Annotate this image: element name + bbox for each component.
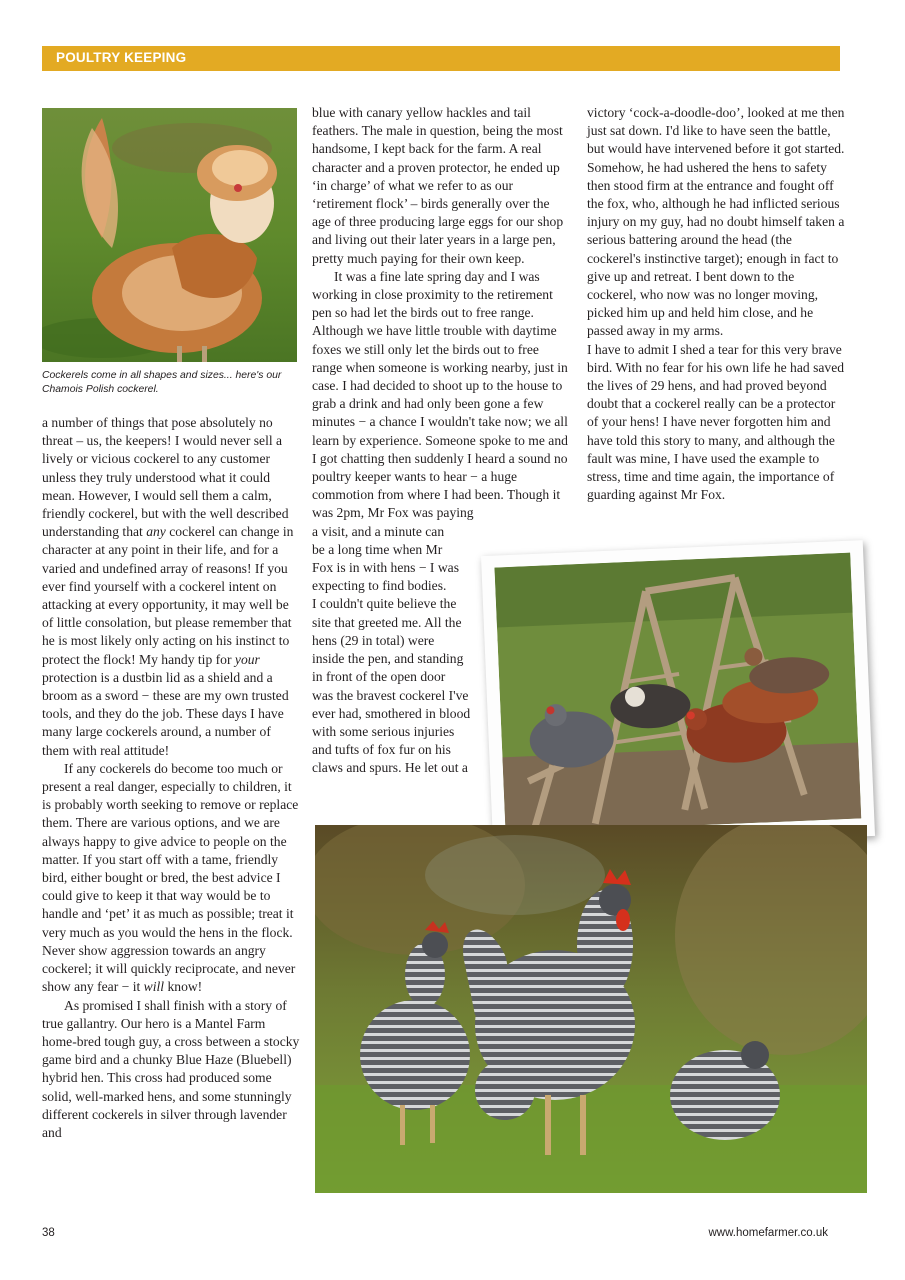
wrapped-paragraph: a visit, and a minute can be a long time when Mr Fox is in with hens − I was expecting to find bodies. I couldn't quite believe the site that greeted me. All the hens (29 in total) were inside the pen, and standing in front of the open door was the bravest cockerel I've ever had, smothered in blood with some serious injuries and tufts of fox fur on his claws and spurs. He let out a [312, 523, 471, 776]
paragraph: a number of things that pose absolutely no threat – us, the keepers! I would never sell a lively or vicious cockerel to any customer unless they truly understood what it could mean. However, I would sell them a calm, friendly cockerel, but with the well described understanding that any cockerel can change in character at any point in their life, and for a varied and undefined array of reasons! If you ever find yourself with a cockerel intent on attacking at every opportunity, it may well be of little consolation, but please remember that he is most likely only acting on his instinct to protect the flock! My handy tip for your protection is a dustbin lid as a shield and a broom as a sword − these are my own trusted tools, and they do the job. These days I have many large cockerels around, a number of them with real attitude! [42, 415, 294, 758]
column-3 [587, 104, 845, 504]
paragraph: I have to admit I shed a tear for this very brave bird. With no fear for his own life he had saved the lives of 29 hens, and had proved beyond doubt that a cockerel really can be a protector of your hens! I have never forgotten him and have told this story to many, and although the fault was mine, I have used the example to stress, time and time again, the importance of guarding against Mr Fox. [587, 341, 845, 503]
barred-rock-chickens-photo [315, 825, 867, 1193]
page-number: 38 [42, 1227, 55, 1239]
paragraph: victory ‘cock-a-doodle-doo’, looked at me then just sat down. I'd like to have seen the battle, but would have intervened before it got started. Somehow, he had ushered the hens to safety then stood firm at the entrance and fought off the fox, who, although he had inflicted serious injury on my guy, had no doubt himself taken a serious battering around the head (the cockerel's instinctive target); enough in fact to give up and retreat. I bent down to the cockerel, who now was no longer moving, picked him up and held him close, and he passed away in my arms. [587, 105, 845, 339]
hens-on-frame-photo [481, 540, 875, 852]
polish-cockerel-photo [42, 108, 297, 362]
paragraph: blue with canary yellow hackles and tail feathers. The male in question, being the most handsome, I kept back for the farm. A real character and a proven protector, he ended up ‘in charge’ of what we refer to as our ‘retirement flock’ – birds generally over the age of three producing large eggs for our shop and living out their later years in a large pen, pretty much paying for their own keep. [312, 105, 564, 266]
section-header-bar [42, 46, 840, 71]
photo-caption: Cockerels come in all shapes and sizes... here's our Chamois Polish cockerel. [42, 370, 282, 395]
section-title: POULTRY KEEPING [56, 50, 187, 65]
paragraph: As promised I shall finish with a story of true gallantry. Our hero is a Mantel Farm home-bred tough guy, a cross between a stocky game bird and a chunky Blue Haze (Bluebell) hybrid hen. This cross had produced some solid, well-marked hens, and some stunningly different cockerels in silver through lavender and [42, 997, 300, 1140]
paragraph: It was a fine late spring day and I was working in close proximity to the retirement pen so had let the birds out to free range. Although we have little trouble with daytime foxes we still only let the birds out to free range when someone is working nearby, just in case. I had decided to shoot up to the house to grab a drink and had only been gone a few minutes − a chance I wouldn't take now; we all learn by experience. Someone spoke to me and I got chatting then suddenly I heard a sound no poultry keeper wants to hear − a huge commotion from where I had been. Though it was 2pm, Mr Fox was paying [312, 268, 568, 521]
column-1 [42, 414, 300, 1142]
website-url: www.homefarmer.co.uk [708, 1227, 828, 1239]
paragraph: If any cockerels do become too much or present a real danger, especially to children, it is probably worth seeking to remove or replace them. There are various options, and we are always happy to give advice to people on the matter. If you start off with a tame, friendly bird, either bought or bred, the best advice I could give to keep it that way would be to handle and ‘pet’ it as much as possible; treat it very much as you would the hens in the flock. Never show aggression towards an angry cockerel; it will quickly reciprocate, and never show any fear − it will know! [42, 760, 299, 995]
